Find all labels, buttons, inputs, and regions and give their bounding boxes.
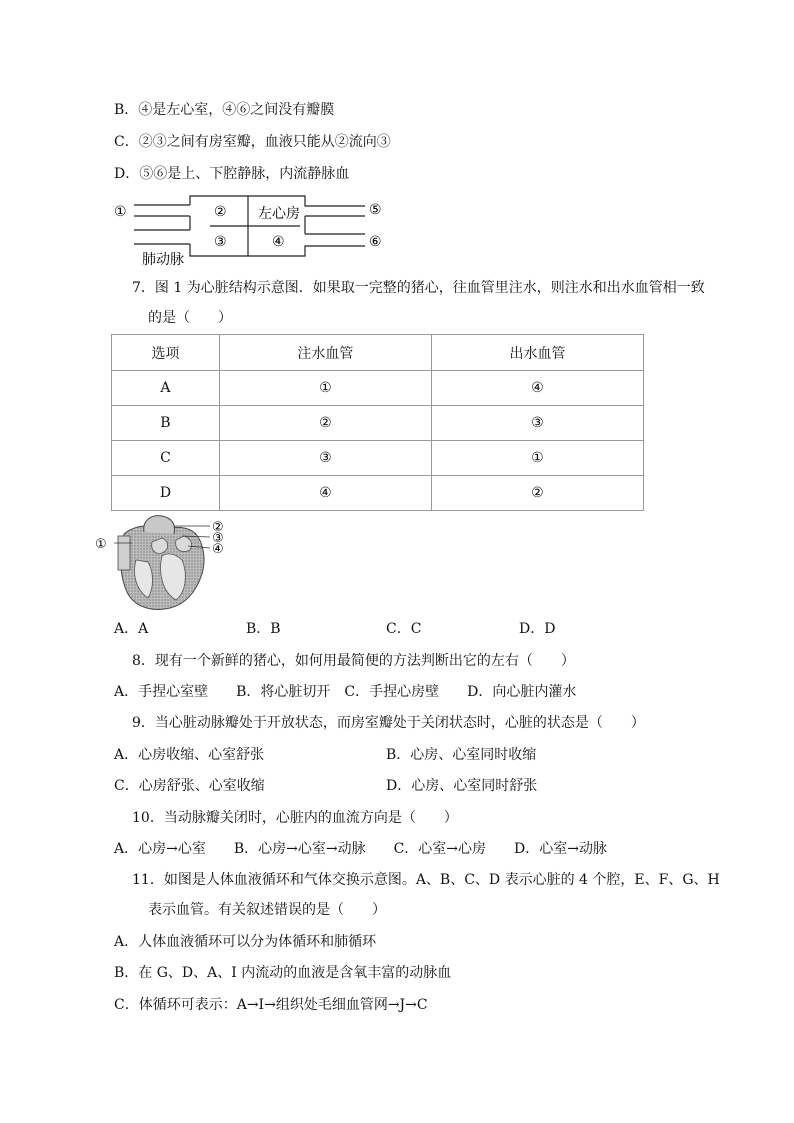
diagram-label-4: ④ xyxy=(272,234,285,250)
table-cell: ④ xyxy=(219,476,431,511)
q11-option-b: B．在 G、D、A、I 内流动的血液是含氧丰富的动脉血 xyxy=(114,965,452,981)
q9-option-c: C．心房舒张、心室收缩 xyxy=(114,778,265,794)
q11-option-c: C．体循环可表示：A→I→组织处毛细血管网→J→C xyxy=(114,997,428,1013)
table-cell: ③ xyxy=(431,406,643,441)
table-row xyxy=(112,406,644,441)
table-header-row xyxy=(112,335,644,371)
table-cell: D xyxy=(112,476,220,511)
q7-option-a: A．A xyxy=(114,621,149,637)
q10-options: A．心房→心室 B．心房→心室→动脉 C．心室→心房 D．心室→动脉 xyxy=(114,841,607,857)
table-cell: ② xyxy=(219,406,431,441)
q7-stem-line2: 的是（ ） xyxy=(148,310,232,326)
table-header: 选项 xyxy=(112,335,220,371)
diagram-label-1: ① xyxy=(114,204,127,220)
q8-stem: 8．现有一个新鲜的猪心，如何用最简便的方法判断出它的左右（ ） xyxy=(132,653,575,669)
table-cell: ③ xyxy=(219,441,431,476)
q6-option-d: D．⑤⑥是上、下腔静脉，内流静脉血 xyxy=(114,166,350,182)
table-cell: A xyxy=(112,371,220,406)
table-header: 出水血管 xyxy=(431,335,643,371)
diagram-label-3: ③ xyxy=(214,234,227,250)
q11-stem-line1: 11．如图是人体血液循环和气体交换示意图。A、B、C、D 表示心脏的 4 个腔，E、F、G、H xyxy=(132,872,720,888)
table-cell: C xyxy=(112,441,220,476)
table-header: 注水血管 xyxy=(219,335,431,371)
diagram-label-pulmonary-artery: 肺动脉 xyxy=(142,252,184,268)
q7-option-c: C．C xyxy=(386,621,422,637)
q6-option-c: C．②③之间有房室瓣，血液只能从②流向③ xyxy=(114,134,391,150)
diagram-label-5: ⑤ xyxy=(369,202,382,218)
diagram-label-2: ② xyxy=(214,204,227,220)
q7-option-b: B．B xyxy=(246,621,281,637)
q11-option-a: A．人体血液循环可以分为体循环和肺循环 xyxy=(114,934,377,950)
table-row xyxy=(112,441,644,476)
table-row xyxy=(112,371,644,406)
q9-option-a: A．心房收缩、心室舒张 xyxy=(114,747,265,763)
q7-option-d: D．D xyxy=(519,621,556,637)
table-row xyxy=(112,476,644,511)
heart-label-3: ③ xyxy=(212,531,224,546)
heart-label-4: ④ xyxy=(212,542,224,557)
q8-options: A．手捏心室壁 B．将心脏切开 C．手捏心房壁 D．向心脏内灌水 xyxy=(114,684,577,700)
heart-label-1: ① xyxy=(95,537,107,552)
table-cell: ① xyxy=(219,371,431,406)
diagram-label-6: ⑥ xyxy=(369,234,382,250)
heart-illustration xyxy=(92,512,242,612)
table-cell: ④ xyxy=(431,371,643,406)
q7-stem-line1: 7．图 1 为心脏结构示意图．如果取一完整的猪心，往血管里注水，则注水和出水血管相一致 xyxy=(132,280,705,296)
diagram-label-left-atrium: 左心房 xyxy=(258,206,300,222)
heart-schematic-diagram xyxy=(110,194,400,270)
table-cell: ② xyxy=(431,476,643,511)
q10-stem: 10．当动脉瓣关闭时，心脏内的血流方向是（ ） xyxy=(132,810,458,826)
q9-stem: 9．当心脏动脉瓣处于开放状态，而房室瓣处于关闭状态时，心脏的状态是（ ） xyxy=(132,715,645,731)
q11-stem-line2: 表示血管。有关叙述错误的是（ ） xyxy=(148,902,386,918)
table-cell: B xyxy=(112,406,220,441)
q9-option-b: B．心房、心室同时收缩 xyxy=(386,747,537,763)
q7-options-table xyxy=(111,334,644,511)
heart-label-2: ② xyxy=(212,520,224,535)
q6-option-b: B．④是左心室，④⑥之间没有瓣膜 xyxy=(114,102,335,118)
table-cell: ① xyxy=(431,441,643,476)
q9-option-d: D．心房、心室同时舒张 xyxy=(386,778,538,794)
